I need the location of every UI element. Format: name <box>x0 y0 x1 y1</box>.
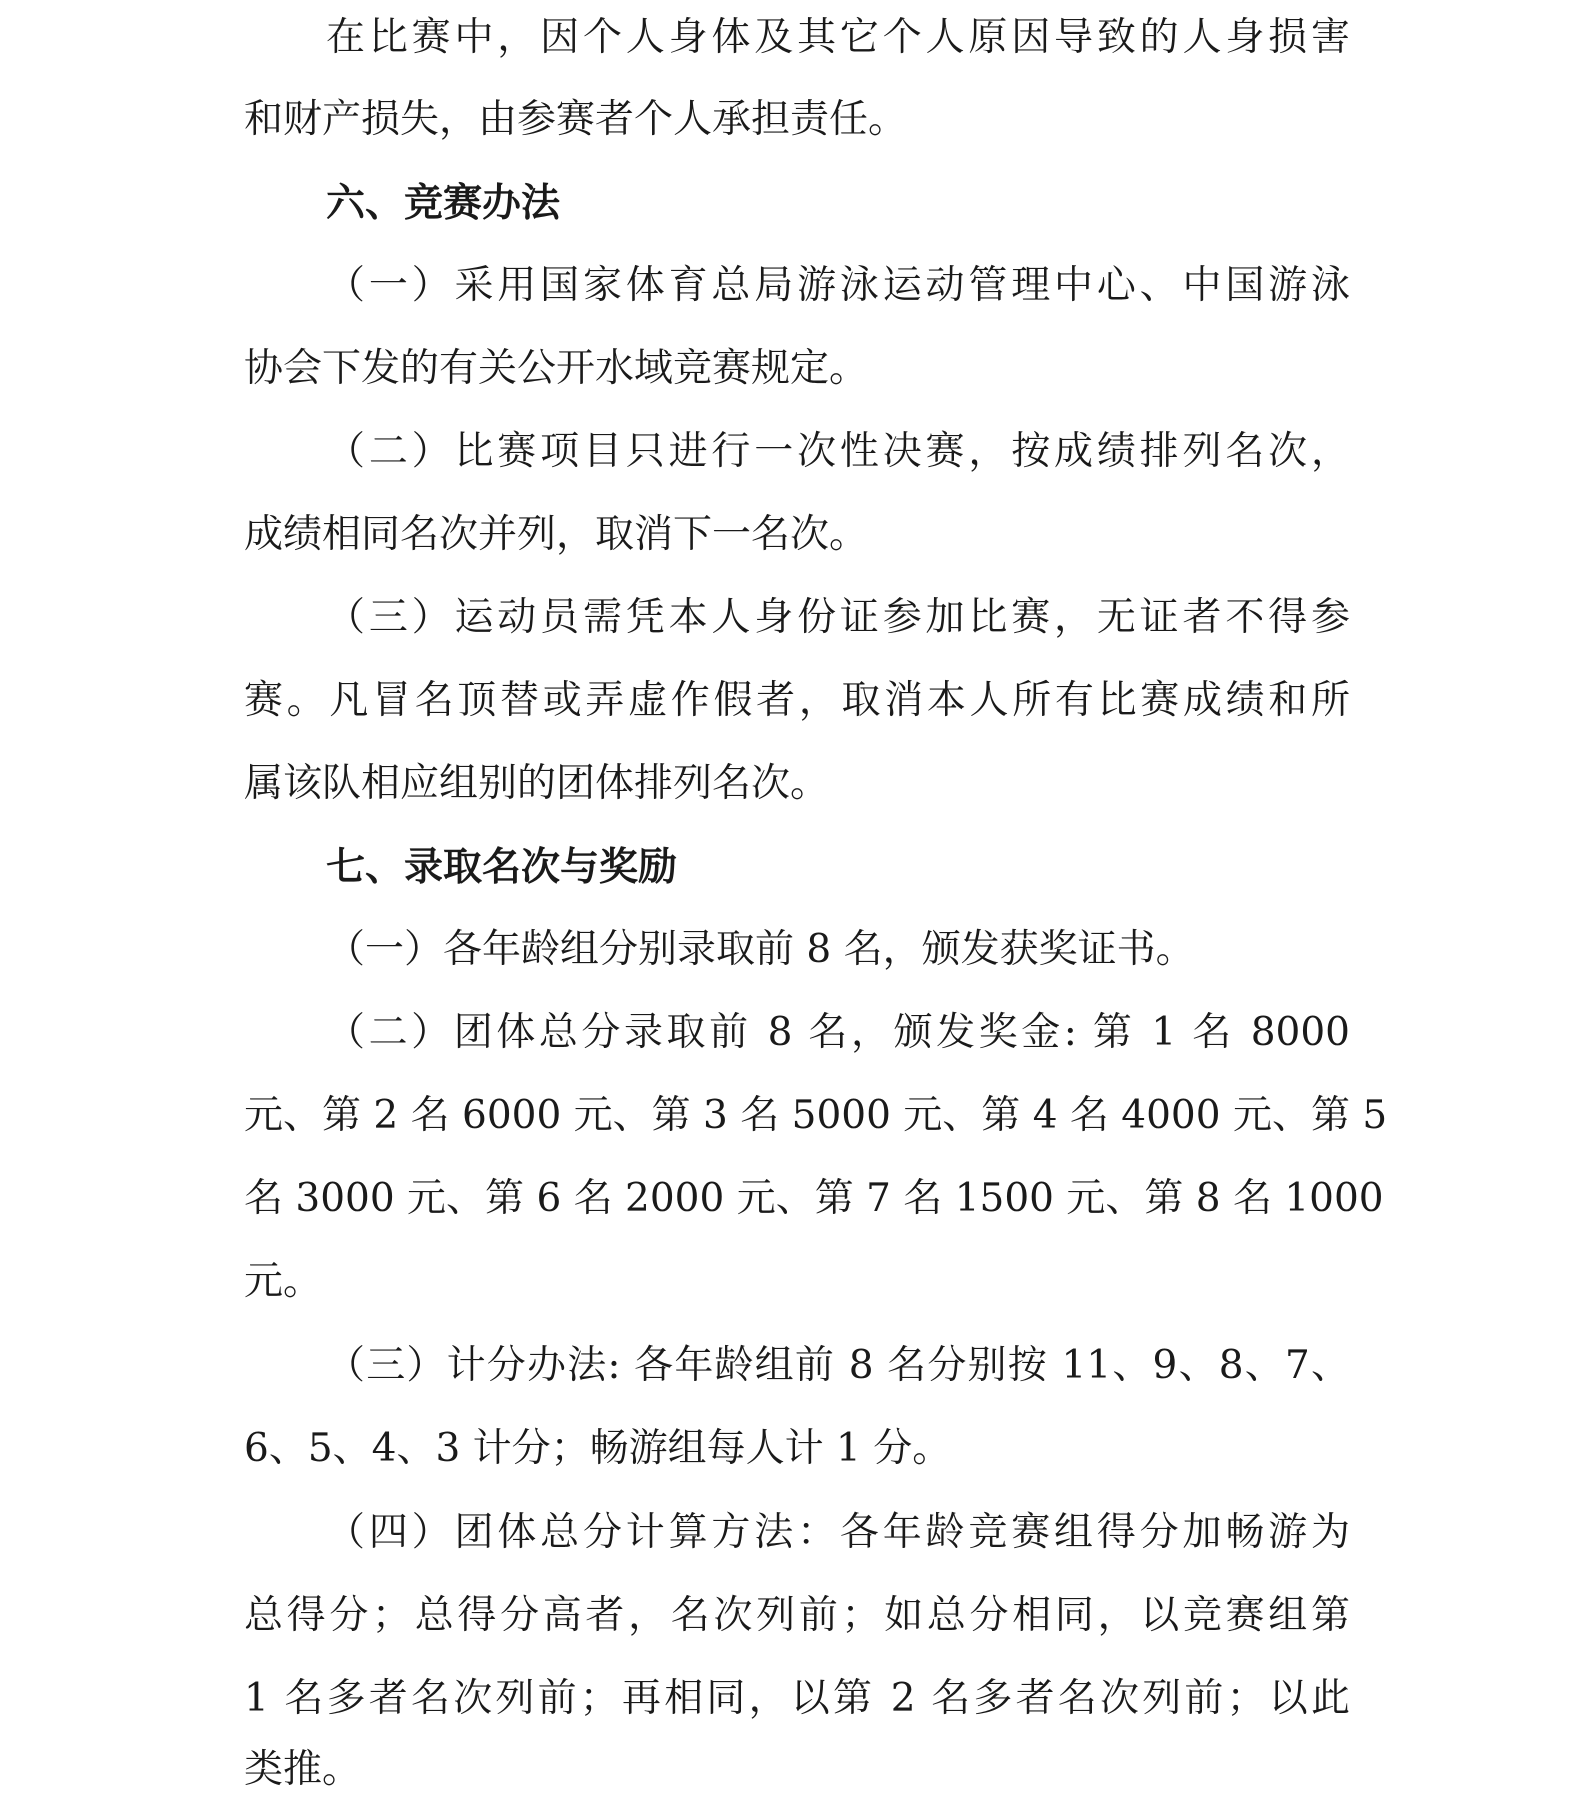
paragraph-line: （三）计分办法: 各年龄组前 8 名分别按 11、9、8、7、 <box>326 1343 1350 1388</box>
paragraph-line: 元、第 2 名 6000 元、第 3 名 5000 元、第 4 名 4000 元、第 5 <box>244 1093 1388 1138</box>
paragraph-line: （三）运动员需凭本人身份证参加比赛，无证者不得参 <box>326 595 1350 640</box>
paragraph-line: 属该队相应组别的团体排列名次。 <box>244 761 830 806</box>
paragraph-line: （二）团体总分录取前 8 名，颁发奖金: 第 1 名 8000 <box>326 1010 1350 1055</box>
section-heading-7: 七、录取名次与奖励 <box>326 845 678 890</box>
paragraph-line: 名 3000 元、第 6 名 2000 元、第 7 名 1500 元、第 8 名 1000 <box>244 1176 1384 1221</box>
paragraph-line: （一）采用国家体育总局游泳运动管理中心、中国游泳 <box>326 263 1350 308</box>
paragraph-line: 成绩相同名次并列，取消下一名次。 <box>244 512 869 557</box>
paragraph-line: （一）各年龄组分别录取前 8 名，颁发获奖证书。 <box>326 927 1195 972</box>
paragraph-line: 类推。 <box>244 1747 362 1792</box>
paragraph-line: （四）团体总分计算方法：各年龄竞赛组得分加畅游为 <box>326 1510 1350 1555</box>
paragraph-line: 协会下发的有关公开水域竞赛规定。 <box>244 346 869 391</box>
paragraph-line: 总得分；总得分高者，名次列前；如总分相同，以竞赛组第 <box>244 1593 1350 1638</box>
paragraph-line: 在比赛中，因个人身体及其它个人原因导致的人身损害 <box>326 15 1350 60</box>
section-heading-6: 六、竞赛办法 <box>326 181 561 226</box>
paragraph-line: 和财产损失，由参赛者个人承担责任。 <box>244 97 908 142</box>
paragraph-line: 6、5、4、3 计分；畅游组每人计 1 分。 <box>244 1426 952 1471</box>
paragraph-line: （二）比赛项目只进行一次性决赛，按成绩排列名次， <box>326 429 1350 474</box>
paragraph-line: 1 名多者名次列前；再相同，以第 2 名多者名次列前；以此 <box>244 1676 1350 1721</box>
paragraph-line: 元。 <box>244 1259 323 1304</box>
paragraph-line: 赛。凡冒名顶替或弄虚作假者，取消本人所有比赛成绩和所 <box>244 678 1350 723</box>
